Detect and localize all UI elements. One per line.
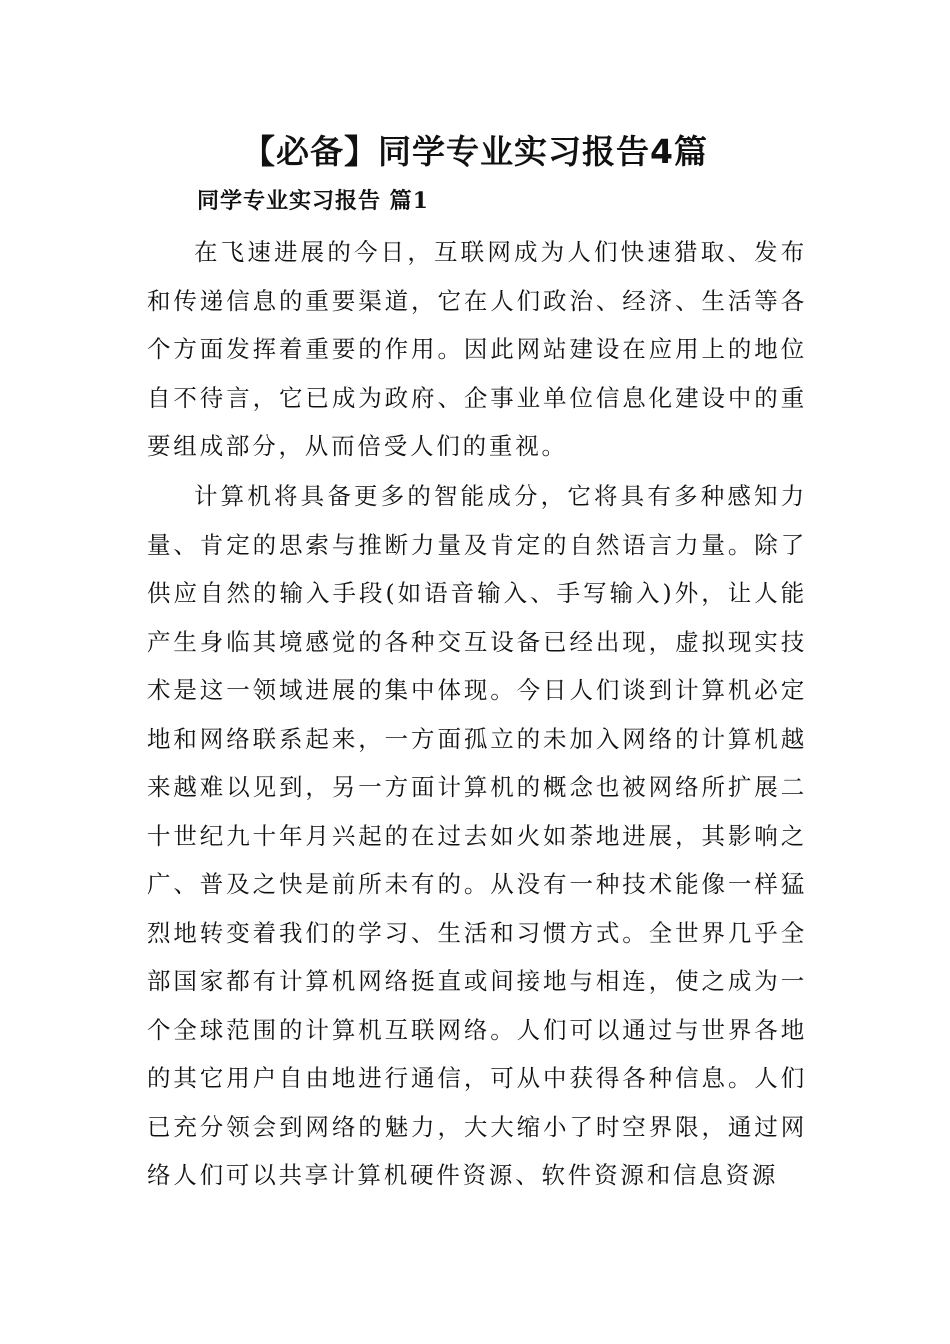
paragraph-2: 计算机将具备更多的智能成分，它将具有多种感知力量、肯定的思索与推断力量及肯定的自然语言力量。除了供应自然的输入手段(如语音输入、手写输入)外，让人能产生身临其境感觉的各种交互设备已经出现，虚拟现实技术是这一领域进展的集中体现。今日人们谈到计算机必定地和网络联系起来，一方面孤立的未加入网络的计算机越来越难以见到，另一方面计算机的概念也被网络所扩展二十世纪九十年月兴起的在过去如火如荼地进展，其影响之广、普及之快是前所未有的。从没有一种技术能像一样猛烈地转变着我们的学习、生活和习惯方式。全世界几乎全部国家都有计算机网络挺直或间接地与相连，使之成为一个全球范围的计算机互联网络。人们可以通过与世界各地的其它用户自由地进行通信，可从中获得各种信息。人们已充分领会到网络的魅力，大大缩小了时空界限，通过网络人们可以共享计算机硬件资源、软件资源和信息资源 [147,482,807,1189]
section-heading: 同学专业实习报告 篇1 [197,188,429,214]
document-title: 【必备】同学专业实习报告4篇 [242,132,708,171]
paragraph-1: 在飞速进展的今日，互联网成为人们快速猎取、发布和传递信息的重要渠道，它在人们政治、经济、生活等各个方面发挥着重要的作用。因此网站建设在应用上的地位自不待言，它已成为政府、企事业单位信息化建设中的重要组成部分，从而倍受人们的重视。 [147,238,807,460]
